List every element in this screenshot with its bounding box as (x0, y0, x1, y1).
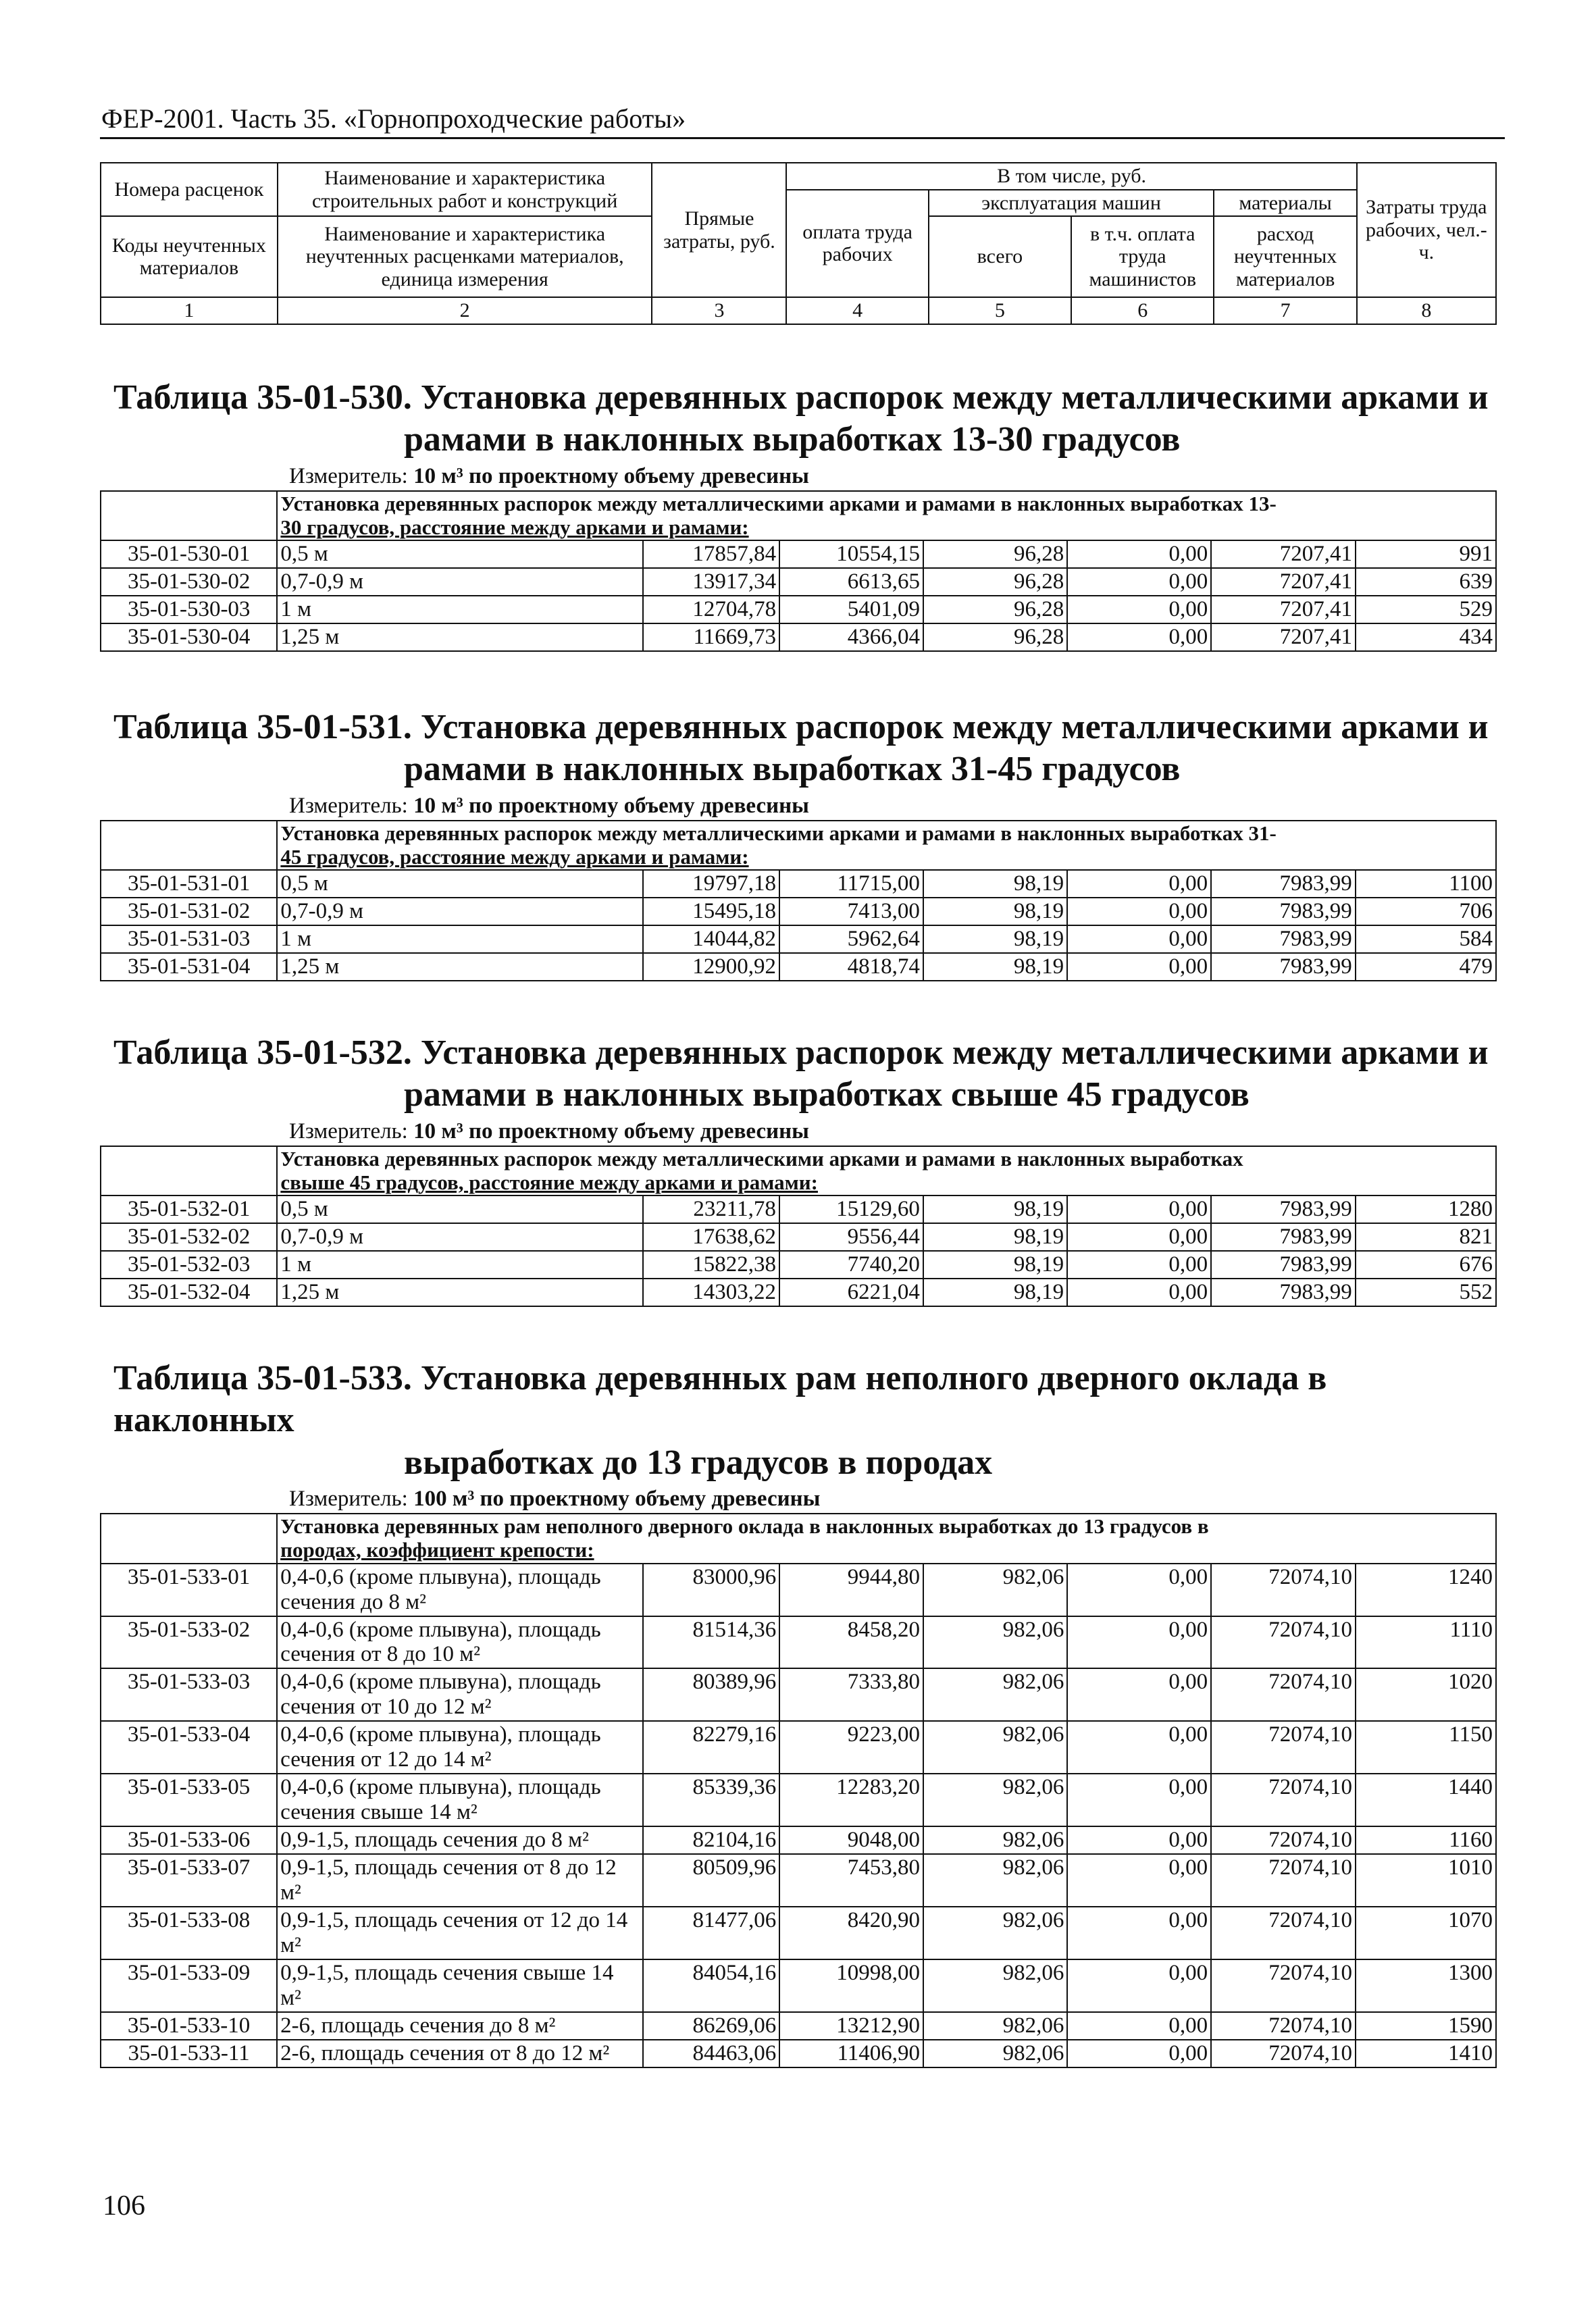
subheader-row (101, 1146, 1496, 1195)
materials: 7983,99 (1211, 953, 1356, 981)
table-row (101, 568, 1496, 596)
direct-costs: 80509,96 (643, 1854, 779, 1907)
subheader-line1: Установка деревянных распорок между металлическими арками и рамами в наклонных выработках 31- (280, 821, 1277, 845)
wages: 6221,04 (779, 1279, 923, 1306)
col-number: 7 (1214, 297, 1356, 324)
operator-wages: 0,00 (1067, 1907, 1211, 1959)
operator-wages: 0,00 (1067, 623, 1211, 651)
wages: 8458,20 (779, 1616, 923, 1669)
rate-name: 2-6, площадь сечения до 8 м² (277, 2012, 643, 2040)
rate-name: 0,4-0,6 (кроме плывуна), площадь сечения до 8 м² (277, 1564, 643, 1616)
rate-code: 35-01-533-02 (101, 1616, 277, 1669)
direct-costs: 80389,96 (643, 1668, 779, 1721)
materials: 7207,41 (1211, 540, 1356, 568)
col-header-machines-total: всего (929, 216, 1071, 297)
table-35-01-533 (100, 1358, 1497, 2068)
rates-table (100, 1513, 1497, 2068)
rate-name: 0,9-1,5, площадь сечения от 8 до 12 м² (277, 1854, 643, 1907)
machines-total: 982,06 (923, 1616, 1067, 1669)
operator-wages: 0,00 (1067, 1774, 1211, 1826)
machines-total: 98,19 (923, 1223, 1067, 1251)
measure (100, 1119, 1497, 1144)
labor: 1240 (1356, 1564, 1496, 1616)
rate-code: 35-01-533-09 (101, 1959, 277, 2012)
table-row (101, 953, 1496, 981)
materials: 72074,10 (1211, 1959, 1356, 2012)
wages: 4366,04 (779, 623, 923, 651)
rate-name: 1,25 м (277, 1279, 643, 1306)
wages: 7333,80 (779, 1668, 923, 1721)
rates-table (100, 490, 1497, 652)
materials: 72074,10 (1211, 1721, 1356, 1774)
materials: 72074,10 (1211, 2040, 1356, 2067)
table-row (101, 870, 1496, 898)
materials: 7207,41 (1211, 623, 1356, 651)
rate-code: 35-01-532-03 (101, 1251, 277, 1279)
subheader-line1: Установка деревянных рам неполного дверного оклада в наклонных выработках до 13 градусов в (280, 1514, 1209, 1539)
labor: 529 (1356, 596, 1496, 623)
rate-code: 35-01-530-04 (101, 623, 277, 651)
direct-costs: 12900,92 (643, 953, 779, 981)
rate-code: 35-01-533-07 (101, 1854, 277, 1907)
table-title-line2: рамами в наклонных выработках свыше 45 градусов (404, 1075, 1250, 1114)
col-number: 3 (652, 297, 786, 324)
rate-name: 0,7-0,9 м (277, 568, 643, 596)
machines-total: 982,06 (923, 1907, 1067, 1959)
operator-wages: 0,00 (1067, 898, 1211, 925)
measure-value: 100 м³ по проектному объему древесины (413, 1487, 821, 1512)
wages: 10554,15 (779, 540, 923, 568)
col-number: 4 (786, 297, 928, 324)
direct-costs: 17857,84 (643, 540, 779, 568)
machines-total: 98,19 (923, 1279, 1067, 1306)
wages: 9223,00 (779, 1721, 923, 1774)
machines-total: 982,06 (923, 2040, 1067, 2067)
machines-total: 96,28 (923, 596, 1067, 623)
machines-total: 96,28 (923, 540, 1067, 568)
rate-code: 35-01-531-03 (101, 925, 277, 953)
wages: 13212,90 (779, 2012, 923, 2040)
subheader-line2: свыше 45 градусов, расстояние между арками и рамами: (280, 1170, 818, 1194)
measure-value: 10 м³ по проектному объему древесины (413, 1119, 809, 1143)
machines-total: 98,19 (923, 925, 1067, 953)
materials: 72074,10 (1211, 1907, 1356, 1959)
table-title-line1: Таблица 35-01-530. Установка деревянных распорок между металлическими арками и (113, 378, 1489, 417)
direct-costs: 15822,38 (643, 1251, 779, 1279)
materials: 7207,41 (1211, 596, 1356, 623)
wages: 15129,60 (779, 1195, 923, 1223)
col-header-codes: Номера расценок (101, 163, 278, 216)
wages: 7413,00 (779, 898, 923, 925)
table-row (101, 1668, 1496, 1721)
table-title (100, 377, 1497, 461)
table-35-01-532 (100, 1032, 1497, 1307)
operator-wages: 0,00 (1067, 870, 1211, 898)
rate-name: 2-6, площадь сечения от 8 до 12 м² (277, 2040, 643, 2067)
machines-total: 98,19 (923, 953, 1067, 981)
materials: 7983,99 (1211, 1223, 1356, 1251)
rate-name: 0,9-1,5, площадь сечения от 12 до 14 м² (277, 1907, 643, 1959)
rate-name: 0,5 м (277, 1195, 643, 1223)
labor: 991 (1356, 540, 1496, 568)
machines-total: 96,28 (923, 568, 1067, 596)
wages: 10998,00 (779, 1959, 923, 2012)
page-number: 106 (103, 2190, 145, 2221)
wages: 7740,20 (779, 1251, 923, 1279)
table-row (101, 1854, 1496, 1907)
table-row (101, 1616, 1496, 1669)
measure (100, 1487, 1497, 1512)
col-number: 1 (101, 297, 278, 324)
rate-code: 35-01-530-03 (101, 596, 277, 623)
operator-wages: 0,00 (1067, 1616, 1211, 1669)
labor: 1070 (1356, 1907, 1496, 1959)
machines-total: 96,28 (923, 623, 1067, 651)
labor: 434 (1356, 623, 1496, 651)
direct-costs: 86269,06 (643, 2012, 779, 2040)
column-numbers-row (101, 297, 1496, 324)
table-row (101, 1721, 1496, 1774)
direct-costs: 13917,34 (643, 568, 779, 596)
table-35-01-531 (100, 706, 1497, 981)
labor: 584 (1356, 925, 1496, 953)
operator-wages: 0,00 (1067, 2012, 1211, 2040)
col-number: 5 (929, 297, 1071, 324)
rate-code: 35-01-532-02 (101, 1223, 277, 1251)
operator-wages: 0,00 (1067, 1854, 1211, 1907)
table-title (100, 1032, 1497, 1116)
operator-wages: 0,00 (1067, 1223, 1211, 1251)
labor: 676 (1356, 1251, 1496, 1279)
rate-name: 1 м (277, 925, 643, 953)
materials: 7983,99 (1211, 1251, 1356, 1279)
wages: 9556,44 (779, 1223, 923, 1251)
table-row (101, 1826, 1496, 1854)
machines-total: 982,06 (923, 2012, 1067, 2040)
labor: 1300 (1356, 1959, 1496, 2012)
rate-name: 0,4-0,6 (кроме плывуна), площадь сечения от 10 до 12 м² (277, 1668, 643, 1721)
direct-costs: 15495,18 (643, 898, 779, 925)
measure-value: 10 м³ по проектному объему древесины (413, 463, 809, 488)
table-row (101, 1774, 1496, 1826)
rate-code: 35-01-533-06 (101, 1826, 277, 1854)
table-row (101, 1195, 1496, 1223)
subheader-line2: 45 градусов, расстояние между арками и рамами: (280, 844, 749, 869)
rate-code: 35-01-533-10 (101, 2012, 277, 2040)
table-row (101, 1251, 1496, 1279)
labor: 1590 (1356, 2012, 1496, 2040)
rate-code: 35-01-531-02 (101, 898, 277, 925)
table-title-line2: рамами в наклонных выработках 31-45 градусов (404, 750, 1181, 789)
labor: 1100 (1356, 870, 1496, 898)
operator-wages: 0,00 (1067, 1959, 1211, 2012)
wages: 6613,65 (779, 568, 923, 596)
operator-wages: 0,00 (1067, 540, 1211, 568)
labor: 1440 (1356, 1774, 1496, 1826)
operator-wages: 0,00 (1067, 2040, 1211, 2067)
table-row (101, 1907, 1496, 1959)
operator-wages: 0,00 (1067, 925, 1211, 953)
rate-code: 35-01-533-03 (101, 1668, 277, 1721)
rate-name: 1 м (277, 596, 643, 623)
operator-wages: 0,00 (1067, 1721, 1211, 1774)
wages: 11715,00 (779, 870, 923, 898)
operator-wages: 0,00 (1067, 1195, 1211, 1223)
col-number: 2 (278, 297, 652, 324)
subheader-line1: Установка деревянных распорок между металлическими арками и рамами в наклонных выработках 13- (280, 491, 1277, 515)
direct-costs: 19797,18 (643, 870, 779, 898)
direct-costs: 81514,36 (643, 1616, 779, 1669)
direct-costs: 17638,62 (643, 1223, 779, 1251)
labor: 1150 (1356, 1721, 1496, 1774)
labor: 552 (1356, 1279, 1496, 1306)
machines-total: 982,06 (923, 1826, 1067, 1854)
materials: 7983,99 (1211, 870, 1356, 898)
measure-label: Измеритель: (289, 1487, 408, 1512)
materials: 7983,99 (1211, 1195, 1356, 1223)
materials: 72074,10 (1211, 1564, 1356, 1616)
labor: 1110 (1356, 1616, 1496, 1669)
measure (100, 794, 1497, 819)
measure-label: Измеритель: (289, 1119, 408, 1143)
col-header-machines: эксплуатация машин (929, 190, 1214, 217)
rate-name: 1,25 м (277, 623, 643, 651)
operator-wages: 0,00 (1067, 1279, 1211, 1306)
materials: 72074,10 (1211, 1616, 1356, 1669)
direct-costs: 14303,22 (643, 1279, 779, 1306)
running-title: ФЕР-2001. Часть 35. «Горнопроходческие работы» (101, 103, 686, 134)
direct-costs: 83000,96 (643, 1564, 779, 1616)
rate-code: 35-01-532-04 (101, 1279, 277, 1306)
table-title-line2: выработках до 13 градусов в породах (404, 1443, 993, 1482)
rates-table (100, 1146, 1497, 1307)
subheader-row (101, 821, 1496, 870)
col-number: 6 (1071, 297, 1214, 324)
table-title-line1: Таблица 35-01-531. Установка деревянных распорок между металлическими арками и (113, 708, 1489, 746)
col-header-material-usage: расход неучтенных материалов (1214, 216, 1356, 297)
materials: 72074,10 (1211, 1826, 1356, 1854)
materials: 7207,41 (1211, 568, 1356, 596)
machines-total: 982,06 (923, 1959, 1067, 2012)
table-row (101, 2012, 1496, 2040)
measure-value: 10 м³ по проектному объему древесины (413, 793, 809, 818)
wages: 7453,80 (779, 1854, 923, 1907)
table-row (101, 540, 1496, 568)
labor: 1410 (1356, 2040, 1496, 2067)
table-row (101, 596, 1496, 623)
labor: 1280 (1356, 1195, 1496, 1223)
direct-costs: 84463,06 (643, 2040, 779, 2067)
rate-code: 35-01-531-01 (101, 870, 277, 898)
operator-wages: 0,00 (1067, 953, 1211, 981)
operator-wages: 0,00 (1067, 596, 1211, 623)
table-row (101, 2040, 1496, 2067)
header-rule (100, 137, 1505, 139)
rates-table (100, 820, 1497, 981)
operator-wages: 0,00 (1067, 1668, 1211, 1721)
operator-wages: 0,00 (1067, 1251, 1211, 1279)
labor: 639 (1356, 568, 1496, 596)
wages: 11406,90 (779, 2040, 923, 2067)
rate-code: 35-01-533-01 (101, 1564, 277, 1616)
col-number: 8 (1357, 297, 1496, 324)
materials: 7983,99 (1211, 1279, 1356, 1306)
operator-wages: 0,00 (1067, 1826, 1211, 1854)
col-header-direct-costs: Прямые затраты, руб. (652, 163, 786, 297)
rate-name: 0,4-0,6 (кроме плывуна), площадь сечения свыше 14 м² (277, 1774, 643, 1826)
rate-code: 35-01-532-01 (101, 1195, 277, 1223)
wages: 8420,90 (779, 1907, 923, 1959)
rate-name: 0,7-0,9 м (277, 1223, 643, 1251)
direct-costs: 23211,78 (643, 1195, 779, 1223)
col-header-group: В том числе, руб. (786, 163, 1356, 190)
direct-costs: 81477,06 (643, 1907, 779, 1959)
table-row (101, 623, 1496, 651)
labor: 706 (1356, 898, 1496, 925)
col-header-material-name: Наименование и характеристика неучтенных расценками материалов, единица измерения (278, 216, 652, 297)
col-header-name: Наименование и характеристика строительных работ и конструкций (278, 163, 652, 216)
direct-costs: 82104,16 (643, 1826, 779, 1854)
subheader-line2: породах, коэффициент крепости: (280, 1537, 594, 1562)
subheader-line1: Установка деревянных распорок между металлическими арками и рамами в наклонных выработках (280, 1146, 1243, 1171)
machines-total: 982,06 (923, 1564, 1067, 1616)
table-title-line1: Таблица 35-01-533. Установка деревянных рам неполного дверного оклада в наклонных (113, 1359, 1327, 1440)
direct-costs: 82279,16 (643, 1721, 779, 1774)
operator-wages: 0,00 (1067, 568, 1211, 596)
machines-total: 982,06 (923, 1721, 1067, 1774)
rate-name: 1 м (277, 1251, 643, 1279)
table-row (101, 1279, 1496, 1306)
column-header-table (100, 162, 1497, 325)
col-header-labor: Затраты труда рабочих, чел.-ч. (1357, 163, 1496, 297)
table-row (101, 898, 1496, 925)
col-header-material-codes: Коды неучтенных материалов (101, 216, 278, 297)
col-header-materials: материалы (1214, 190, 1356, 217)
materials: 7983,99 (1211, 925, 1356, 953)
rate-name: 0,5 м (277, 870, 643, 898)
measure-label: Измеритель: (289, 463, 408, 488)
materials: 7983,99 (1211, 898, 1356, 925)
rate-name: 0,9-1,5, площадь сечения свыше 14 м² (277, 1959, 643, 2012)
rate-code: 35-01-533-11 (101, 2040, 277, 2067)
labor: 1010 (1356, 1854, 1496, 1907)
direct-costs: 14044,82 (643, 925, 779, 953)
rate-code: 35-01-533-05 (101, 1774, 277, 1826)
rate-name: 0,9-1,5, площадь сечения до 8 м² (277, 1826, 643, 1854)
direct-costs: 85339,36 (643, 1774, 779, 1826)
materials: 72074,10 (1211, 1668, 1356, 1721)
machines-total: 982,06 (923, 1774, 1067, 1826)
subheader-line2: 30 градусов, расстояние между арками и рамами: (280, 515, 749, 539)
table-35-01-530 (100, 377, 1497, 652)
wages: 4818,74 (779, 953, 923, 981)
machines-total: 982,06 (923, 1668, 1067, 1721)
table-title-line1: Таблица 35-01-532. Установка деревянных распорок между металлическими арками и (113, 1033, 1489, 1072)
table-title (100, 706, 1497, 791)
rate-name: 0,4-0,6 (кроме плывуна), площадь сечения от 12 до 14 м² (277, 1721, 643, 1774)
machines-total: 98,19 (923, 1251, 1067, 1279)
labor: 1160 (1356, 1826, 1496, 1854)
table-row (101, 1564, 1496, 1616)
direct-costs: 12704,78 (643, 596, 779, 623)
materials: 72074,10 (1211, 1854, 1356, 1907)
rate-code: 35-01-531-04 (101, 953, 277, 981)
measure (100, 464, 1497, 489)
rate-name: 1,25 м (277, 953, 643, 981)
wages: 5401,09 (779, 596, 923, 623)
labor: 821 (1356, 1223, 1496, 1251)
table-title (100, 1358, 1497, 1484)
materials: 72074,10 (1211, 2012, 1356, 2040)
measure-label: Измеритель: (289, 793, 408, 818)
machines-total: 98,19 (923, 898, 1067, 925)
machines-total: 98,19 (923, 1195, 1067, 1223)
wages: 9944,80 (779, 1564, 923, 1616)
machines-total: 982,06 (923, 1854, 1067, 1907)
table-row (101, 925, 1496, 953)
labor: 479 (1356, 953, 1496, 981)
rate-code: 35-01-530-02 (101, 568, 277, 596)
wages: 12283,20 (779, 1774, 923, 1826)
rate-code: 35-01-533-08 (101, 1907, 277, 1959)
subheader-row (101, 1514, 1496, 1563)
direct-costs: 84054,16 (643, 1959, 779, 2012)
col-header-operator-wages: в т.ч. оплата труда машинистов (1071, 216, 1214, 297)
table-title-line2: рамами в наклонных выработках 13-30 градусов (404, 420, 1181, 459)
labor: 1020 (1356, 1668, 1496, 1721)
rate-code: 35-01-530-01 (101, 540, 277, 568)
rate-name: 0,4-0,6 (кроме плывуна), площадь сечения от 8 до 10 м² (277, 1616, 643, 1669)
direct-costs: 11669,73 (643, 623, 779, 651)
materials: 72074,10 (1211, 1774, 1356, 1826)
machines-total: 98,19 (923, 870, 1067, 898)
rate-name: 0,5 м (277, 540, 643, 568)
operator-wages: 0,00 (1067, 1564, 1211, 1616)
subheader-row (101, 491, 1496, 540)
rate-name: 0,7-0,9 м (277, 898, 643, 925)
wages: 5962,64 (779, 925, 923, 953)
rate-code: 35-01-533-04 (101, 1721, 277, 1774)
table-row (101, 1223, 1496, 1251)
wages: 9048,00 (779, 1826, 923, 1854)
col-header-wages: оплата труда рабочих (786, 190, 928, 298)
table-row (101, 1959, 1496, 2012)
